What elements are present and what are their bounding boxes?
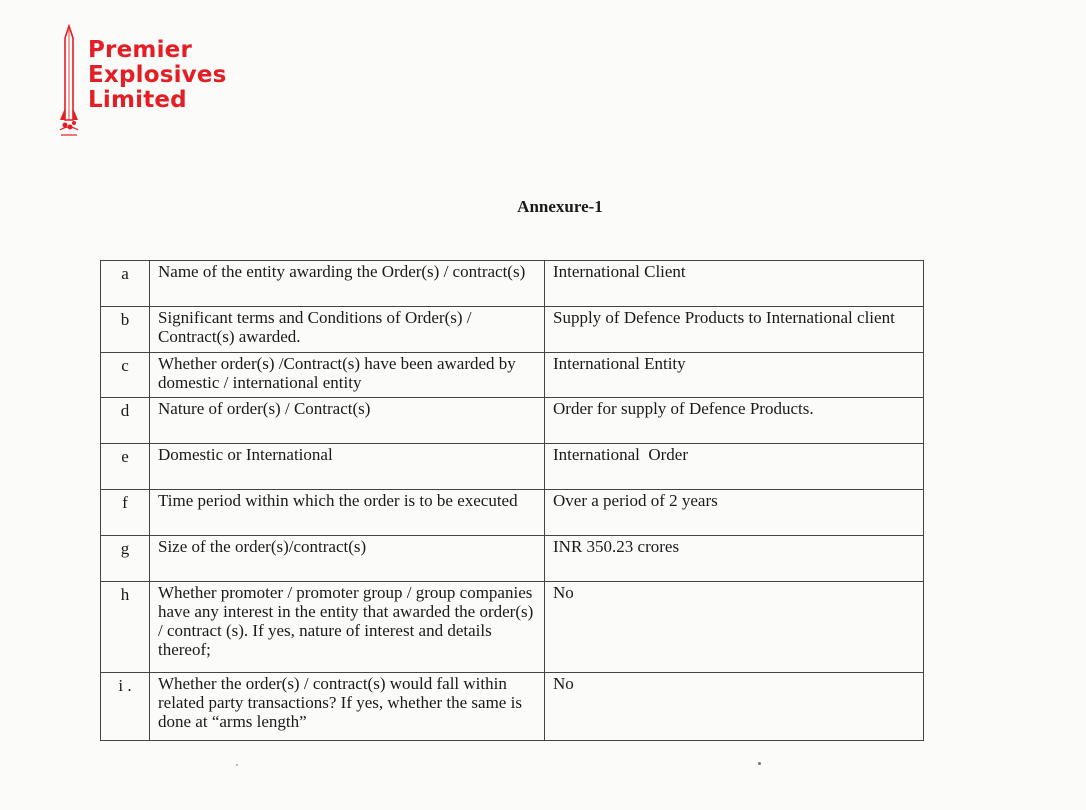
table-row — [101, 444, 924, 490]
rocket-icon — [52, 24, 86, 138]
row-label: b — [101, 307, 150, 353]
table-row — [101, 490, 924, 536]
row-question: Size of the order(s)/contract(s) — [150, 536, 545, 582]
row-label: a — [101, 261, 150, 307]
row-question: Whether promoter / promoter group / group companies have any interest in the entity that awarded the order(s) / contract (s). If yes, nature of interest and details thereof; — [150, 582, 545, 673]
annexure-table — [100, 260, 924, 741]
row-answer: International Entity — [545, 353, 924, 398]
row-question: Domestic or International — [150, 444, 545, 490]
row-answer: International Order — [545, 444, 924, 490]
row-question: Whether order(s) /Contract(s) have been awarded by domestic / international entity — [150, 353, 545, 398]
row-question: Name of the entity awarding the Order(s) / contract(s) — [150, 261, 545, 307]
table-row — [101, 307, 924, 353]
row-label: g — [101, 536, 150, 582]
row-label: d — [101, 398, 150, 444]
scan-speck — [236, 764, 238, 766]
logo-line-1: Premier — [88, 37, 192, 63]
row-answer: International Client — [545, 261, 924, 307]
row-question: Whether the order(s) / contract(s) would fall within related party transactions? If yes, whether the same is done at “arms length” — [150, 673, 545, 741]
company-logo — [52, 24, 242, 144]
table-row — [101, 353, 924, 398]
row-label: c — [101, 353, 150, 398]
row-answer: No — [545, 582, 924, 673]
page-title: Annexure-1 — [517, 197, 603, 216]
logo-line-3: Limited — [88, 87, 187, 113]
row-label: f — [101, 490, 150, 536]
table-row — [101, 261, 924, 307]
row-label: e — [101, 444, 150, 490]
row-question: Time period within which the order is to be executed — [150, 490, 545, 536]
row-answer: Over a period of 2 years — [545, 490, 924, 536]
scan-speck — [758, 762, 761, 765]
table-row — [101, 536, 924, 582]
row-answer: Supply of Defence Products to International client — [545, 307, 924, 353]
table-row — [101, 582, 924, 673]
row-answer: INR 350.23 crores — [545, 536, 924, 582]
row-answer: Order for supply of Defence Products. — [545, 398, 924, 444]
logo-wordmark — [88, 38, 227, 113]
table-row — [101, 673, 924, 741]
logo-line-2: Explosives — [88, 62, 227, 88]
row-answer: No — [545, 673, 924, 741]
table-row — [101, 398, 924, 444]
row-question: Significant terms and Conditions of Order(s) / Contract(s) awarded. — [150, 307, 545, 353]
row-label: i . — [101, 673, 150, 741]
row-label: h — [101, 582, 150, 673]
row-question: Nature of order(s) / Contract(s) — [150, 398, 545, 444]
